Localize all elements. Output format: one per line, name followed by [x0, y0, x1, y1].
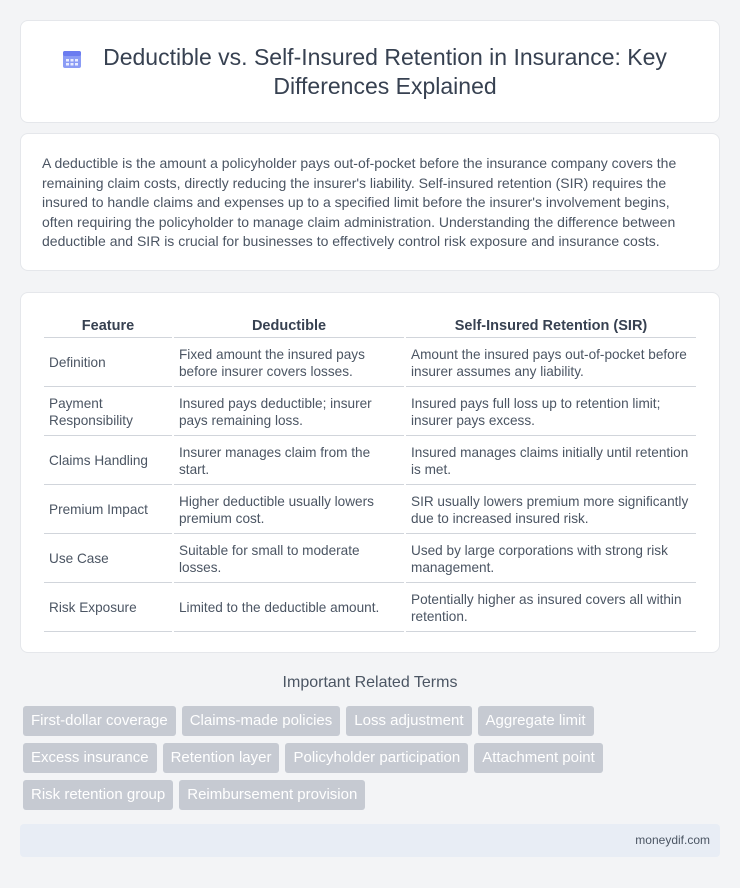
feature-cell: Definition: [44, 339, 172, 387]
table-row: [44, 486, 696, 534]
feature-cell: Claims Handling: [44, 437, 172, 485]
sir-cell: Amount the insured pays out-of-pocket before insurer assumes any liability.: [406, 339, 696, 387]
table-row: [44, 584, 696, 632]
deductible-cell: Insurer manages claim from the start.: [174, 437, 404, 485]
deductible-cell: Suitable for small to moderate losses.: [174, 535, 404, 583]
tag-policyholder-participation[interactable]: Policyholder participation: [285, 743, 468, 773]
table-row: [44, 437, 696, 485]
tag-risk-retention-group[interactable]: Risk retention group: [23, 780, 173, 810]
tag-aggregate-limit[interactable]: Aggregate limit: [478, 706, 594, 736]
table-row: [44, 388, 696, 436]
tag-excess-insurance[interactable]: Excess insurance: [23, 743, 157, 773]
sir-cell: SIR usually lowers premium more significantly due to increased insured risk.: [406, 486, 696, 534]
header-deductible: Deductible: [174, 316, 404, 338]
tag-row: [23, 743, 723, 773]
tag-row: [23, 706, 723, 736]
tag-reimbursement-provision[interactable]: Reimbursement provision: [179, 780, 365, 810]
page-title: Deductible vs. Self-Insured Retention in Insurance: Key Differences Explained: [103, 44, 667, 99]
feature-cell: Premium Impact: [44, 486, 172, 534]
deductible-cell: Insured pays deductible; insurer pays remaining loss.: [174, 388, 404, 436]
intro-card: [20, 133, 720, 271]
feature-cell: Payment Responsibility: [44, 388, 172, 436]
header-sir: Self-Insured Retention (SIR): [406, 316, 696, 338]
header-feature: Feature: [44, 316, 172, 338]
deductible-cell: Limited to the deductible amount.: [174, 584, 404, 632]
footer-site-link[interactable]: moneydif.com: [635, 833, 710, 847]
tag-loss-adjustment[interactable]: Loss adjustment: [346, 706, 471, 736]
table-row: [44, 339, 696, 387]
feature-cell: Use Case: [44, 535, 172, 583]
footer: [20, 824, 720, 857]
title-card: [20, 20, 720, 123]
tag-retention-layer[interactable]: Retention layer: [163, 743, 280, 773]
related-terms-heading: Important Related Terms: [282, 674, 458, 691]
sir-cell: Potentially higher as insured covers all within retention.: [406, 584, 696, 632]
deductible-cell: Higher deductible usually lowers premium cost.: [174, 486, 404, 534]
sir-cell: Used by large corporations with strong risk management.: [406, 535, 696, 583]
deductible-cell: Fixed amount the insured pays before insurer covers losses.: [174, 339, 404, 387]
tag-claims-made-policies[interactable]: Claims-made policies: [182, 706, 341, 736]
sir-cell: Insured pays full loss up to retention limit; insurer pays excess.: [406, 388, 696, 436]
comparison-table: [42, 315, 698, 633]
table-header-row: [44, 316, 696, 338]
intro-paragraph: A deductible is the amount a policyholder pays out-of-pocket before the insurance company covers the remaining claim costs, directly reducing the insurer's liability. Self-insured retention (SIR) requires the insured to handle claims and expenses up to a specified limit before the insurer's involvement begins, often requiring the policyholder to manage claim administration. Understanding the difference between deductible and SIR is crucial for businesses to effectively control risk exposure and insurance costs.: [42, 155, 677, 250]
comparison-card: [20, 292, 720, 653]
feature-cell: Risk Exposure: [44, 584, 172, 632]
tag-first-dollar-coverage[interactable]: First-dollar coverage: [23, 706, 176, 736]
table-row: [44, 535, 696, 583]
related-terms-list: [23, 706, 723, 817]
tag-row: [23, 780, 723, 810]
tag-attachment-point[interactable]: Attachment point: [474, 743, 603, 773]
sir-cell: Insured manages claims initially until retention is met.: [406, 437, 696, 485]
